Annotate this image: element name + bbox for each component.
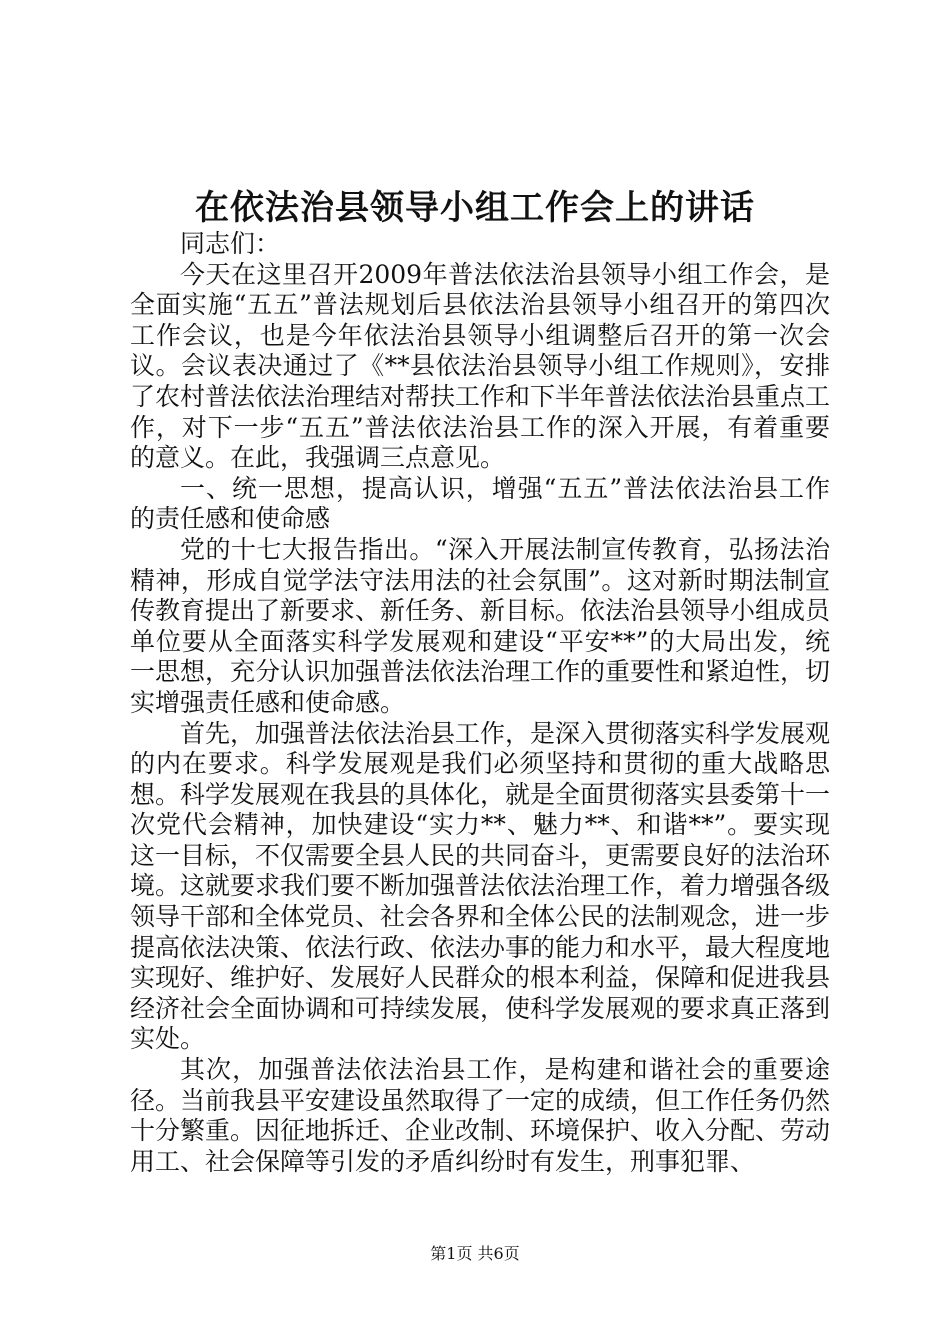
document-body bbox=[130, 229, 830, 1177]
document-title: 在依法治县领导小组工作会上的讲话 bbox=[195, 188, 755, 228]
intro-paragraph: 今天在这里召开2009年普法依法治县领导小组工作会，是全面实施“五五”普法规划后县依法治县领导小组召开的第四次工作会议，也是今年依法治县领导小组调整后召开的第一次会议。会议表决通过了《**县依法治县领导小组工作规则》，安排了农村普法依法治理结对帮扶工作和下半年普法依法治县重点工作，对下一步“五五”普法依法治县工作的深入开展，有着重要的意义。在此，我强调三点意见。 bbox=[130, 259, 831, 473]
body-paragraph: 党的十七大报告指出。“深入开展法制宣传教育，弘扬法治精神，形成自觉学法守法用法的社会氛围”。这对新时期法制宣传教育提出了新要求、新任务、新目标。依法治县领导小组成员单位要从全面落实科学发展观和建设“平安**”的大局出发，统一思想，充分认识加强普法依法治理工作的重要性和紧迫性，切实增强责任感和使命感。 bbox=[130, 534, 831, 717]
salutation-paragraph: 同志们： bbox=[180, 229, 281, 258]
body-paragraph: 首先，加强普法依法治县工作，是深入贯彻落实科学发展观的内在要求。科学发展观是我们必须坚持和贯彻的重大战略思想。科学发展观在我县的具体化，就是全面贯彻落实县委第十一次党代会精神，加快建设“实力**、魅力**、和谐**”。要实现这一目标，不仅需要全县人民的共同奋斗，更需要良好的法治环境。这就要求我们要不断加强普法依法治理工作，着力增强各级领导干部和全体党员、社会各界和全体公民的法制观念，进一步提高依法决策、依法行政、依法办事的能力和水平，最大程度地实现好、维护好、发展好人民群众的根本利益，保障和促进我县经济社会全面协调和可持续发展，使科学发展观的要求真正落到实处。 bbox=[130, 718, 831, 1054]
page-number-footer: 第1页 共6页 bbox=[430, 1244, 520, 1263]
body-paragraph: 其次，加强普法依法治县工作，是构建和谐社会的重要途径。当前我县平安建设虽然取得了一定的成绩，但工作任务仍然十分繁重。因征地拆迁、企业改制、环境保护、收入分配、劳动用工、社会保障等引发的矛盾纠纷时有发生，刑事犯罪、 bbox=[130, 1055, 831, 1176]
section-heading-1: 一、统一思想，提高认识，增强“五五”普法依法治县工作的责任感和使命感 bbox=[130, 473, 830, 534]
